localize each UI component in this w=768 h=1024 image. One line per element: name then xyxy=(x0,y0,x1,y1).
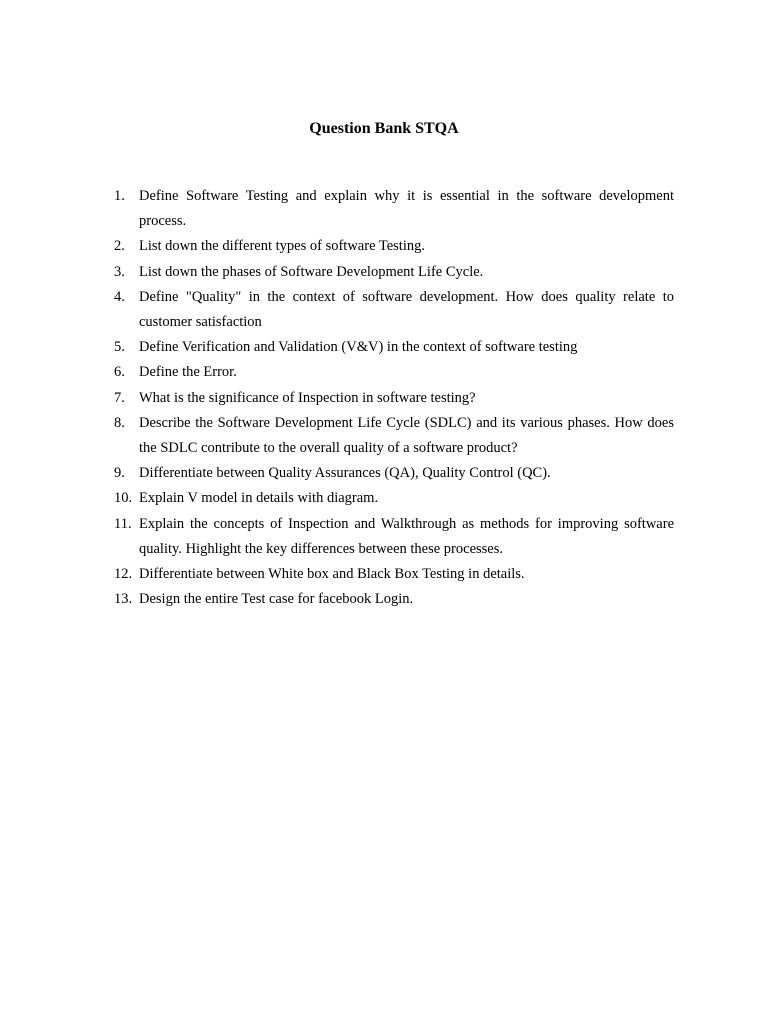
list-item xyxy=(114,587,674,612)
list-item xyxy=(114,461,674,486)
list-item xyxy=(114,285,674,335)
question-number: 4. xyxy=(114,288,125,305)
question-number: 3. xyxy=(114,263,125,280)
list-item xyxy=(114,360,674,385)
question-text: Define the Error. xyxy=(139,364,237,381)
question-text: What is the significance of Inspection in software testing? xyxy=(139,389,476,406)
question-number: 8. xyxy=(114,414,125,431)
question-number: 11. xyxy=(114,515,132,532)
question-text: Differentiate between Quality Assurances (QA), Quality Control (QC). xyxy=(139,465,551,482)
question-number: 12. xyxy=(114,566,133,583)
list-item xyxy=(114,386,674,411)
list-item xyxy=(114,184,674,234)
list-item xyxy=(114,335,674,360)
list-item xyxy=(114,411,674,461)
question-text: Define "Quality" in the context of software development. How does quality relate to customer satisfaction xyxy=(139,288,674,331)
question-text: Design the entire Test case for facebook Login. xyxy=(139,591,414,608)
question-number: 2. xyxy=(114,238,125,255)
question-number: 13. xyxy=(114,591,133,608)
question-text: Explain V model in details with diagram. xyxy=(139,490,379,507)
question-text: Define Verification and Validation (V&V) in the context of software testing xyxy=(139,339,578,356)
question-text: List down the phases of Software Development Life Cycle. xyxy=(139,263,484,280)
question-number: 1. xyxy=(114,188,125,204)
list-item xyxy=(114,260,674,285)
question-number: 5. xyxy=(114,339,125,356)
question-text: Differentiate between White box and Black Box Testing in details. xyxy=(139,566,525,583)
list-item xyxy=(114,562,674,587)
question-text: Explain the concepts of Inspection and Walkthrough as methods for improving software quality. Highlight the key differences between these processes. xyxy=(139,515,674,557)
question-number: 7. xyxy=(114,389,125,406)
list-item xyxy=(114,234,674,259)
question-text: Describe the Software Development Life Cycle (SDLC) and its various phases. How does the SDLC contribute to the overall quality of a software product? xyxy=(139,414,674,457)
list-item xyxy=(114,486,674,511)
question-number: 10. xyxy=(114,490,133,507)
question-number: 6. xyxy=(114,364,125,381)
page-title: Question Bank STQA xyxy=(309,120,459,137)
list-item xyxy=(114,512,674,562)
question-number: 9. xyxy=(114,465,125,482)
question-text: List down the different types of software Testing. xyxy=(139,238,425,255)
question-text: Define Software Testing and explain why it is essential in the software development process. xyxy=(139,188,674,230)
question-list xyxy=(114,184,674,612)
